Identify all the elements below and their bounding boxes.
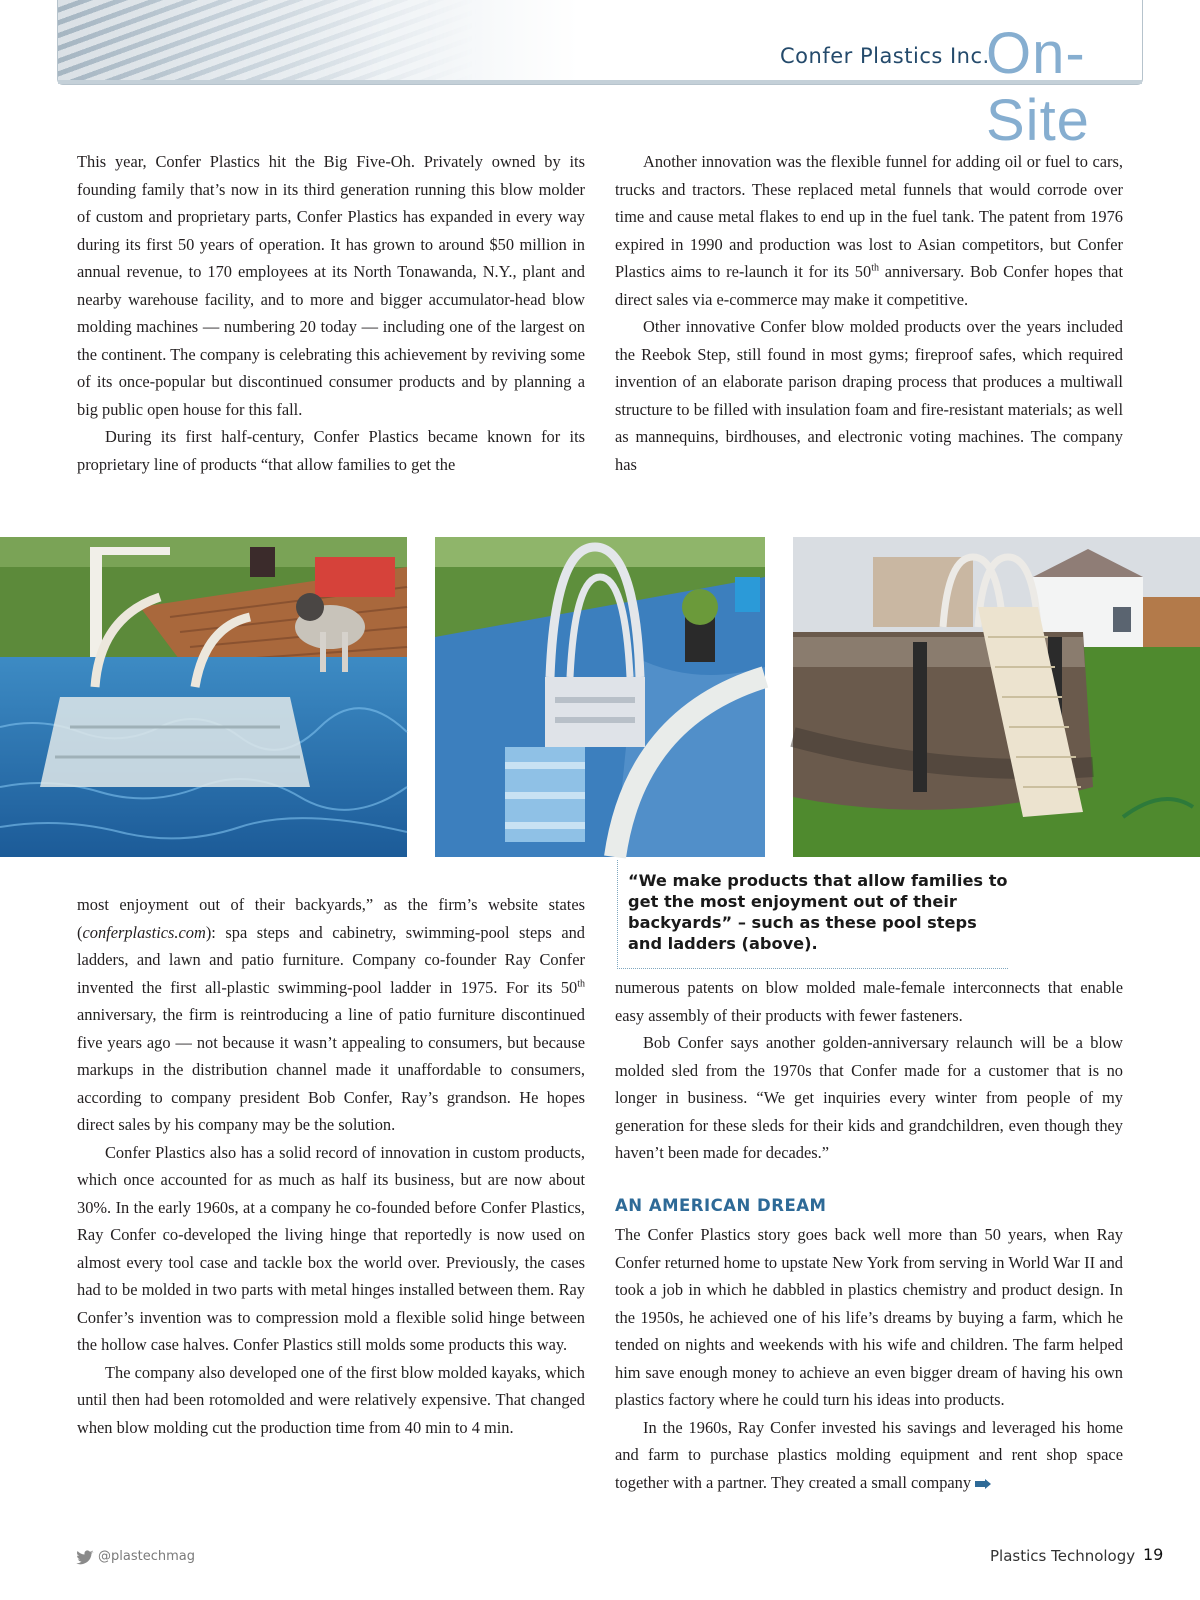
paragraph: Other innovative Confer blow molded products over the years included the Reebok Step, still found in most gyms; fireproof safes, which required invention of an elaborate parison draping process that produces a multiwall structure to be filled with insulation foam and fire-resistant materials; as well as mannequins, birdhouses, and electronic voting machines. The company has bbox=[615, 317, 1123, 474]
paragraph: Confer Plastics also has a solid record of innovation in custom products, which once accounted for as much as half its business, but are now about 30%. In the early 1960s, at a company he co-founded before Confer Plastics, Ray Confer co-developed the living hinge that reportedly is now used on almost every tool case and tackle box the world over. Previously, the cases had to be molded in two parts with metal hinges installed between them. Ray Confer’s invention was to compression mold a flexible solid hinge between the hollow case halves. Confer Plastics still molds some products this way. bbox=[77, 1142, 585, 1354]
column-2-top bbox=[615, 148, 1123, 478]
photo-pool-ladder-illustration bbox=[435, 537, 765, 857]
superscript: th bbox=[871, 262, 879, 274]
column-2-bottom bbox=[615, 1221, 1123, 1496]
text-run: In the 1960s, Ray Confer invested his savings and leveraged his home and farm to purchase plastics molding equipment and rent shop space together with a partner. They created a small company bbox=[615, 1417, 1123, 1492]
section-heading: AN AMERICAN DREAM bbox=[615, 1196, 827, 1215]
column-2-middle bbox=[615, 974, 1123, 1167]
paragraph bbox=[77, 891, 585, 1139]
website-reference: conferplastics.com bbox=[82, 922, 206, 942]
photo-caption: “We make products that allow families to get the most enjoyment out of their backyards” – such as these pool steps and ladders (above). bbox=[617, 860, 1008, 969]
twitter-handle[interactable]: @plastechmag bbox=[98, 1549, 195, 1564]
photo-above-ground-pool-illustration bbox=[793, 537, 1200, 857]
paragraph: numerous patents on blow molded male-female interconnects that enable easy assembly of their products with fewer fasteners. bbox=[615, 978, 1123, 1025]
paragraph: During its first half-century, Confer Plastics became known for its proprietary line of products “that allow families to get the bbox=[77, 427, 585, 474]
column-1-bottom bbox=[77, 891, 585, 1441]
superscript: th bbox=[577, 978, 585, 990]
photo-above-ground-pool-ladder bbox=[793, 537, 1200, 857]
paragraph: The company also developed one of the first blow molded kayaks, which until then had been rotomolded and were relatively expensive. That changed when blow molding cut the production time from 40 min to 4 min. bbox=[77, 1362, 585, 1437]
page-header-banner bbox=[57, 0, 1143, 153]
header-section-title: On-Site bbox=[986, 21, 1090, 153]
twitter-bird-icon bbox=[76, 1550, 94, 1564]
page-number: 19 bbox=[1143, 1545, 1164, 1564]
text-run: Another innovation was the flexible funnel for adding oil or fuel to cars, trucks and tractors. These replaced metal funnels that would corrode over time and cause metal flakes to end up in the fuel tank. The patent from 1976 expired in 1990 and production was lost to Asian competitors, but Confer Plastics aims to re-launch it for its 50 bbox=[615, 152, 1123, 281]
header-bottom-rule bbox=[58, 80, 1142, 84]
text-run: ): spa steps and cabinetry, swimming-pool steps and ladders, and lawn and patio furniture. Company co-founder Ray Confer invented the first all-plastic swimming-pool ladder in 1975. For its 50 bbox=[77, 922, 585, 997]
footer-magazine-name: Plastics Technology bbox=[990, 1547, 1136, 1565]
paragraph bbox=[615, 148, 1123, 313]
paragraph bbox=[615, 1414, 1123, 1497]
continued-arrow-icon bbox=[975, 1479, 991, 1489]
photo-pool-steps-with-dog bbox=[0, 537, 407, 857]
photo-pool-steps-illustration bbox=[0, 537, 407, 857]
paragraph: This year, Confer Plastics hit the Big Five-Oh. Privately owned by its founding family that’s now in its third generation running this blow molder of custom and proprietary parts, Confer Plastics has expanded in every way during its first 50 years of operation. It has grown to around $50 million in annual revenue, to 170 employees at its North Tonawanda, N.Y., plant and nearby warehouse facility, and to more and bigger accumulator-head blow molding machines — numbering 20 today — including one of the largest on the continent. The company is celebrating this achievement by reviving some of its once-popular but discontinued consumer products and by planning a big public open house for this fall. bbox=[77, 152, 585, 419]
paragraph: Bob Confer says another golden-anniversary relaunch will be a blow molded sled from the 1970s that Confer made for a customer that is no longer in business. “We get inquiries every winter from people of my generation for these sleds for their kids and grandchildren, even though they haven’t been made for decades.” bbox=[615, 1033, 1123, 1162]
text-run: most enjoyment out of their backyards,” as the firm’s website states ( bbox=[77, 895, 585, 942]
footer-social bbox=[76, 1549, 195, 1564]
text-run: anniversary, the firm is reintroducing a line of patio furniture discontinued five years ago — not because it wasn’t appealing to consumers, but because markups in the distribution channel made it unaffordable to consumers, according to company president Bob Confer, Ray’s grandson. He hopes direct sales by his company may be the solution. bbox=[77, 1005, 585, 1134]
header-texture bbox=[58, 0, 478, 84]
paragraph: The Confer Plastics story goes back well more than 50 years, when Ray Confer returned home to upstate New York from serving in World War II and took a job in which he dabbled in plastics chemistry and product design. In the 1950s, he achieved one of his life’s dreams by buying a farm, which he tended on nights and weekends with his wife and children. The farm helped him save enough money to achieve an even bigger dream of having his own plastics factory where he could turn his ideas into products. bbox=[615, 1225, 1123, 1409]
photo-pool-ladder bbox=[435, 537, 765, 857]
text-run: anniversary. Bob Confer hopes that direct sales via e-commerce may make it competitive. bbox=[615, 262, 1124, 309]
column-1-top bbox=[77, 148, 585, 478]
header-company-name: Confer Plastics Inc. bbox=[780, 44, 990, 68]
